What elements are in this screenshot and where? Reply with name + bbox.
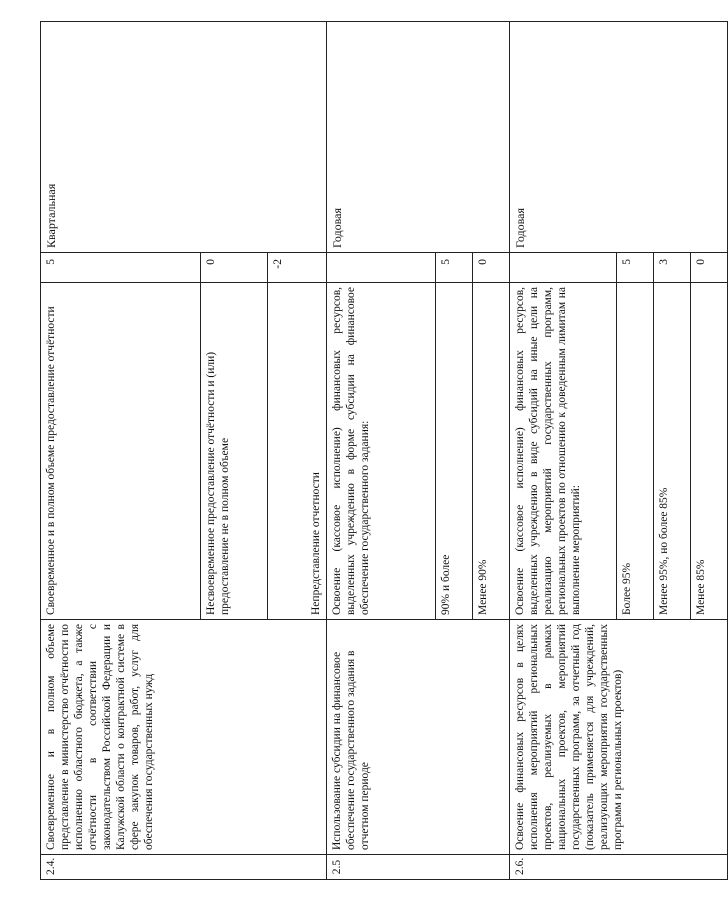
criterion-score: 5 — [41, 253, 201, 283]
criterion-score: 0 — [201, 253, 268, 283]
criterion-score: -2 — [268, 253, 327, 283]
criterion-score: 5 — [617, 253, 654, 283]
criterion-score: 3 — [654, 253, 691, 283]
reporting-period: Квартальная — [41, 22, 327, 253]
criterion-text: Более 95% — [617, 283, 654, 620]
criterion-text: Менее 90% — [473, 283, 510, 620]
indicator-text: Использование субсидии на финансовое обеспечение государственного задания в отчетном периоде — [327, 620, 510, 855]
row-number: 2.5 — [327, 855, 510, 880]
table-row — [510, 22, 617, 880]
row-number: 2.6. — [510, 855, 728, 880]
criteria-header: Освоение (кассовое исполнение) финансовых ресурсов, выделенных учреждению в виде субсидий на иные цели на реализацию мероприятий государственных программ, региональных проектов по отношению к доведенным лимитам на выполнение мероприятий: — [510, 283, 617, 620]
criterion-text: Менее 85% — [691, 283, 728, 620]
criterion-score: 0 — [473, 253, 510, 283]
reporting-period: Годовая — [510, 22, 728, 253]
reporting-period: Годовая — [327, 22, 510, 253]
table-row — [41, 22, 201, 880]
rotated-page — [40, 22, 707, 880]
criteria-header: Освоение (кассовое исполнение) финансовых ресурсов, выделенных учреждению в форме субсидии на финансовое обеспечение государственного задания: — [327, 283, 436, 620]
criterion-text: Непредставление отчетности — [268, 283, 327, 620]
table-row — [327, 22, 436, 880]
criterion-score: 0 — [691, 253, 728, 283]
indicator-text: Освоение финансовых ресурсов в целях исполнения мероприятий региональных проектов, реализуемых в рамках национальных проектов, мероприятий государственных программ, за отчетный год (показатель применяется для учреждений, реализующих мероприятия государственных программ и региональных проектов) — [510, 620, 728, 855]
criterion-score: 5 — [436, 253, 473, 283]
indicator-text: Своевременное и в полном объеме представление в министерство отчётности по исполнению областного бюджета, а также отчётности в соответствии с законодательством Российской Федерации и Калужской области о контрактной системе в сфере закупок товаров, работ, услуг для обеспечения государственных нужд — [41, 620, 327, 855]
criterion-score-blank — [327, 253, 436, 283]
row-number: 2.4. — [41, 855, 327, 880]
criterion-text: Менее 95%, но более 85% — [654, 283, 691, 620]
criterion-text: Своевременное и в полном объеме предоставление отчётности — [41, 283, 201, 620]
criterion-text: 90% и более — [436, 283, 473, 620]
indicators-table — [40, 21, 728, 880]
criterion-text: Несвоевременное предоставление отчётности и (или) предоставление не в полном объеме — [201, 283, 268, 620]
criterion-score-blank — [510, 253, 617, 283]
